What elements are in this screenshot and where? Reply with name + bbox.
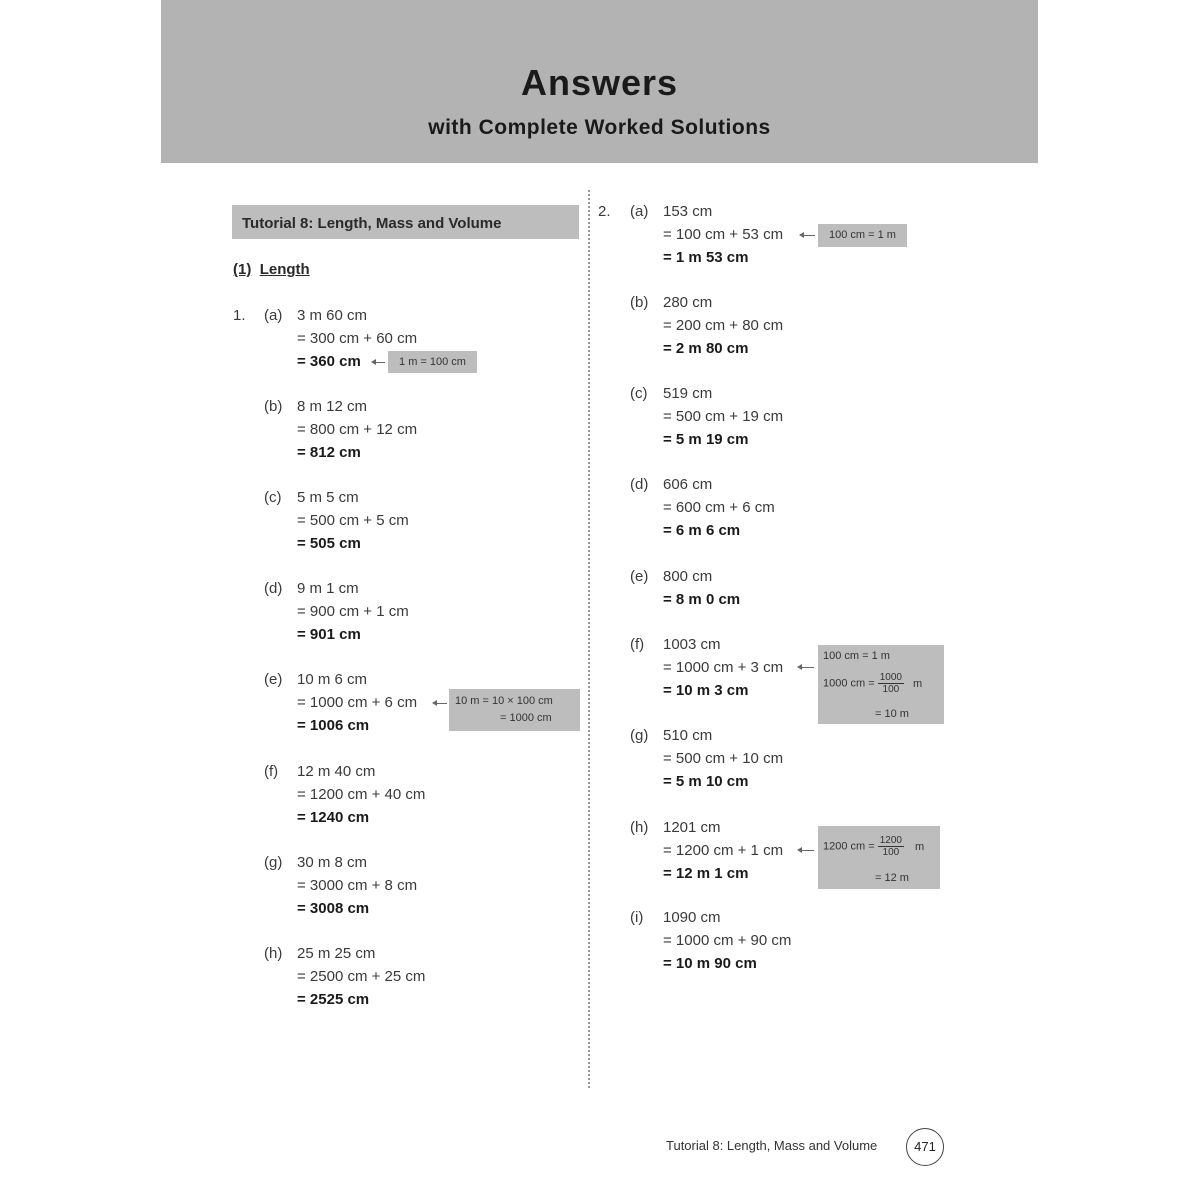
- working-line: = 3000 cm + 8 cm: [297, 877, 418, 894]
- header-band: [161, 0, 1038, 163]
- page-subtitle: with Complete Worked Solutions: [428, 116, 771, 139]
- question-number: 1.: [233, 307, 246, 324]
- working-line: 12 m 40 cm: [297, 763, 376, 780]
- working-line: = 2500 cm + 25 cm: [297, 968, 426, 985]
- answer-line: = 1006 cm: [297, 717, 370, 734]
- part-label: (c): [264, 489, 282, 506]
- part-label: (f): [264, 763, 279, 780]
- column-divider: [588, 190, 590, 1088]
- working-line: = 500 cm + 5 cm: [297, 512, 409, 529]
- part-label: (i): [630, 909, 644, 926]
- answer-line: = 2 m 80 cm: [663, 340, 749, 357]
- note-arrow: [434, 703, 447, 704]
- note-lhs: 1000 cm =: [823, 677, 875, 690]
- page-number: 471: [906, 1128, 944, 1166]
- part-label: (b): [630, 294, 649, 311]
- answer-line: = 1 m 53 cm: [663, 249, 749, 266]
- working-line: 1201 cm: [663, 819, 721, 836]
- fraction: [878, 672, 904, 695]
- working-line: 30 m 8 cm: [297, 854, 368, 871]
- part-label: (c): [630, 385, 648, 402]
- answer-line: = 901 cm: [297, 626, 361, 643]
- subsection-heading: [233, 261, 310, 278]
- working-line: = 1200 cm + 40 cm: [297, 786, 426, 803]
- part-label: (e): [630, 568, 649, 585]
- part-label: (b): [264, 398, 283, 415]
- working-line: = 600 cm + 6 cm: [663, 499, 775, 516]
- conversion-note: 100 cm = 1 m: [818, 224, 907, 247]
- note-line: = 12 m: [875, 872, 909, 884]
- part-label: (h): [264, 945, 283, 962]
- note-line: = 10 m: [875, 708, 909, 720]
- answer-line: = 10 m 3 cm: [663, 682, 749, 699]
- answer-line: = 3008 cm: [297, 900, 370, 917]
- answer-line: = 360 cm: [297, 353, 361, 370]
- working-line: 1003 cm: [663, 636, 721, 653]
- note-line: 10 m = 10 × 100 cm: [455, 695, 553, 707]
- answer-line: = 8 m 0 cm: [663, 591, 741, 608]
- conversion-note: [818, 826, 940, 889]
- answer-line: = 6 m 6 cm: [663, 522, 741, 539]
- working-line: 800 cm: [663, 568, 713, 585]
- working-line: = 1000 cm + 90 cm: [663, 932, 792, 949]
- footer-chapter-title: Tutorial 8: Length, Mass and Volume: [666, 1138, 878, 1153]
- part-label: (h): [630, 819, 649, 836]
- part-label: (d): [630, 476, 649, 493]
- fraction-denominator: 100: [882, 684, 900, 695]
- note-arrow: [799, 850, 814, 851]
- answer-line: = 2525 cm: [297, 991, 370, 1008]
- note-lhs: 1200 cm =: [823, 840, 875, 853]
- subsection-label: Length: [259, 261, 310, 278]
- note-line: 100 cm = 1 m: [823, 650, 890, 662]
- part-label: (e): [264, 671, 283, 688]
- subsection-number: (1): [233, 261, 252, 278]
- note-arrow: [373, 362, 385, 363]
- note-unit: m: [913, 677, 923, 690]
- working-line: 1090 cm: [663, 909, 721, 926]
- working-line: 606 cm: [663, 476, 713, 493]
- conversion-note: 1 m = 100 cm: [388, 351, 477, 373]
- working-line: = 800 cm + 12 cm: [297, 421, 418, 438]
- answer-line: = 12 m 1 cm: [663, 865, 749, 882]
- section-title: Tutorial 8: Length, Mass and Volume: [232, 205, 579, 239]
- note-arrow: [801, 235, 815, 236]
- page: [161, 0, 1038, 1200]
- fraction-numerator: 1200: [879, 835, 902, 846]
- working-line: = 200 cm + 80 cm: [663, 317, 784, 334]
- part-label: (f): [630, 636, 645, 653]
- part-label: (g): [264, 854, 283, 871]
- answer-line: = 505 cm: [297, 535, 361, 552]
- conversion-note: [449, 689, 580, 731]
- page-title: Answers: [520, 62, 679, 103]
- fraction-numerator: 1000: [879, 672, 902, 683]
- working-line: 9 m 1 cm: [297, 580, 359, 597]
- working-line: = 1000 cm + 6 cm: [297, 694, 418, 711]
- working-line: = 100 cm + 53 cm: [663, 226, 784, 243]
- note-line: = 1000 cm: [500, 712, 552, 724]
- working-line: = 500 cm + 19 cm: [663, 408, 784, 425]
- answer-line: = 10 m 90 cm: [663, 955, 757, 972]
- working-line: 510 cm: [663, 727, 713, 744]
- answer-line: = 5 m 10 cm: [663, 773, 749, 790]
- working-line: = 1000 cm + 3 cm: [663, 659, 784, 676]
- working-line: 153 cm: [663, 203, 713, 220]
- part-label: (g): [630, 727, 649, 744]
- working-line: 5 m 5 cm: [297, 489, 359, 506]
- working-line: 3 m 60 cm: [297, 307, 368, 324]
- working-line: = 1200 cm + 1 cm: [663, 842, 784, 859]
- part-label: (d): [264, 580, 283, 597]
- note-arrow: [799, 667, 814, 668]
- working-line: 25 m 25 cm: [297, 945, 376, 962]
- working-line: 8 m 12 cm: [297, 398, 368, 415]
- working-line: = 900 cm + 1 cm: [297, 603, 409, 620]
- question-number: 2.: [598, 203, 611, 220]
- working-line: 10 m 6 cm: [297, 671, 368, 688]
- part-label: (a): [630, 203, 649, 220]
- answer-line: = 1240 cm: [297, 809, 370, 826]
- fraction-denominator: 100: [882, 847, 900, 858]
- note-fraction-line: [823, 672, 922, 695]
- working-line: 519 cm: [663, 385, 713, 402]
- answer-line: = 812 cm: [297, 444, 361, 461]
- part-label: (a): [264, 307, 283, 324]
- working-line: = 500 cm + 10 cm: [663, 750, 784, 767]
- working-line: 280 cm: [663, 294, 713, 311]
- conversion-note: [818, 645, 944, 724]
- working-line: = 300 cm + 60 cm: [297, 330, 418, 347]
- note-unit: m: [915, 840, 925, 853]
- fraction: [878, 835, 904, 858]
- answer-line: = 5 m 19 cm: [663, 431, 749, 448]
- note-fraction-line: [823, 835, 924, 858]
